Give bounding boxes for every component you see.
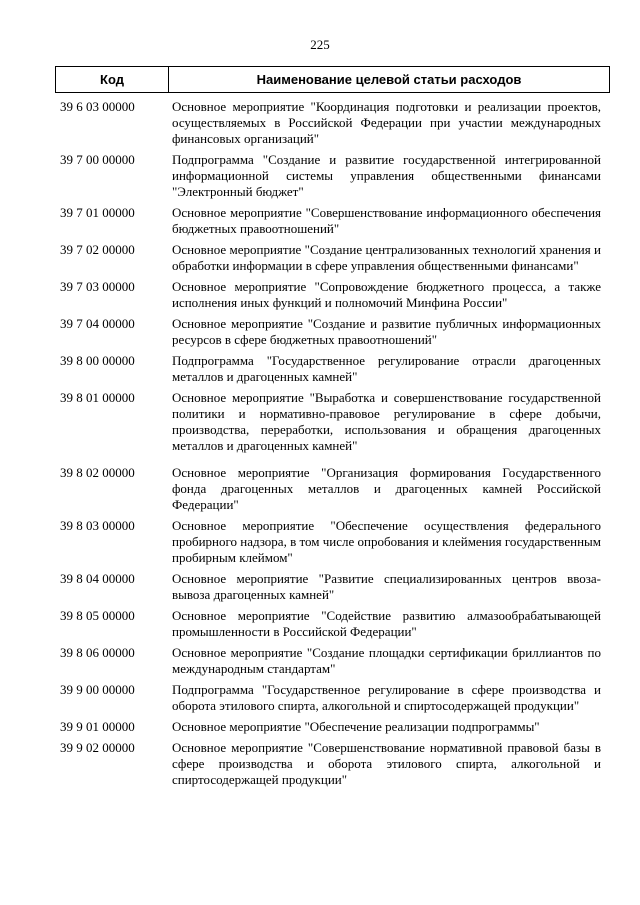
row-code: 39 7 01 00000 <box>60 205 135 220</box>
row-name: Основное мероприятие "Совершенствование нормативной правовой базы в сфере производства и оборота этилового спирта, алкогольной и спиртосодержащей продукции" <box>172 740 601 787</box>
row-code: 39 9 01 00000 <box>60 719 135 734</box>
row-name: Подпрограмма "Создание и развитие государственной интегрированной информационной системы управления общественными финансами "Электронный бюджет" <box>172 152 601 199</box>
table-row <box>0 316 640 348</box>
row-code: 39 8 02 00000 <box>60 465 135 480</box>
row-name: Основное мероприятие "Создание и развитие публичных информационных ресурсов в сфере бюджетных правоотношений" <box>172 316 601 347</box>
row-code: 39 9 00 00000 <box>60 682 135 697</box>
row-name: Основное мероприятие "Совершенствование информационного обеспечения бюджетных правоотношений" <box>172 205 601 236</box>
row-code: 39 6 03 00000 <box>60 99 135 114</box>
table-row <box>0 571 640 603</box>
column-header-code: Код <box>56 67 169 92</box>
row-code: 39 9 02 00000 <box>60 740 135 755</box>
page-number: 225 <box>310 37 330 52</box>
row-name: Основное мероприятие "Содействие развитию алмазообрабатывающей промышленности в Российской Федерации" <box>172 608 601 639</box>
row-name: Основное мероприятие "Выработка и совершенствование государственной политики и нормативно-правовое регулирование в сфере добычи, производства, переработки, использования и обращения драгоценных металлов и драгоценных камней" <box>172 390 601 453</box>
expense-items-list <box>0 99 640 793</box>
row-code: 39 8 05 00000 <box>60 608 135 623</box>
row-name: Основное мероприятие "Координация подготовки и реализации проектов, осуществляемых в Российской Федерации при участии международных финансовых организаций" <box>172 99 601 146</box>
row-name: Основное мероприятие "Обеспечение реализации подпрограммы" <box>172 719 540 734</box>
row-code: 39 8 04 00000 <box>60 571 135 586</box>
row-name: Подпрограмма "Государственное регулирование отрасли драгоценных металлов и драгоценных камней" <box>172 353 601 384</box>
table-header <box>55 66 610 93</box>
table-row <box>0 99 640 147</box>
row-name: Основное мероприятие "Создание централизованных технологий хранения и обработки информации в сфере управления общественными финансами" <box>172 242 601 273</box>
table-row <box>0 205 640 237</box>
row-code: 39 7 04 00000 <box>60 316 135 331</box>
row-name: Основное мероприятие "Развитие специализированных центров ввоза-вывоза драгоценных камней" <box>172 571 601 602</box>
row-name: Основное мероприятие "Создание площадки сертификации бриллиантов по международным стандартам" <box>172 645 601 676</box>
table-row <box>0 152 640 200</box>
row-name: Основное мероприятие "Обеспечение осуществления федерального пробирного надзора, в том числе опробования и клеймения государственным пробирным клеймом" <box>172 518 601 565</box>
table-row <box>0 719 640 735</box>
row-name: Подпрограмма "Государственное регулирование в сфере производства и оборота этилового спирта, алкогольной и спиртосодержащей продукции" <box>172 682 601 713</box>
row-name: Основное мероприятие "Организация формирования Государственного фонда драгоценных металлов и драгоценных камней Российской Федерации" <box>172 465 601 512</box>
table-row <box>0 645 640 677</box>
table-row <box>0 465 640 513</box>
row-code: 39 8 06 00000 <box>60 645 135 660</box>
row-name: Основное мероприятие "Сопровождение бюджетного процесса, а также исполнения иных функций и полномочий Минфина России" <box>172 279 601 310</box>
table-row <box>0 682 640 714</box>
table-row <box>0 518 640 566</box>
table-row <box>0 608 640 640</box>
row-code: 39 7 00 00000 <box>60 152 135 167</box>
row-code: 39 7 02 00000 <box>60 242 135 257</box>
column-header-name: Наименование целевой статьи расходов <box>256 72 522 87</box>
table-row <box>0 242 640 274</box>
table-row <box>0 279 640 311</box>
row-code: 39 8 03 00000 <box>60 518 135 533</box>
table-row <box>0 740 640 788</box>
table-row <box>0 353 640 385</box>
row-code: 39 7 03 00000 <box>60 279 135 294</box>
row-code: 39 8 01 00000 <box>60 390 135 405</box>
table-row <box>0 390 640 454</box>
row-code: 39 8 00 00000 <box>60 353 135 368</box>
